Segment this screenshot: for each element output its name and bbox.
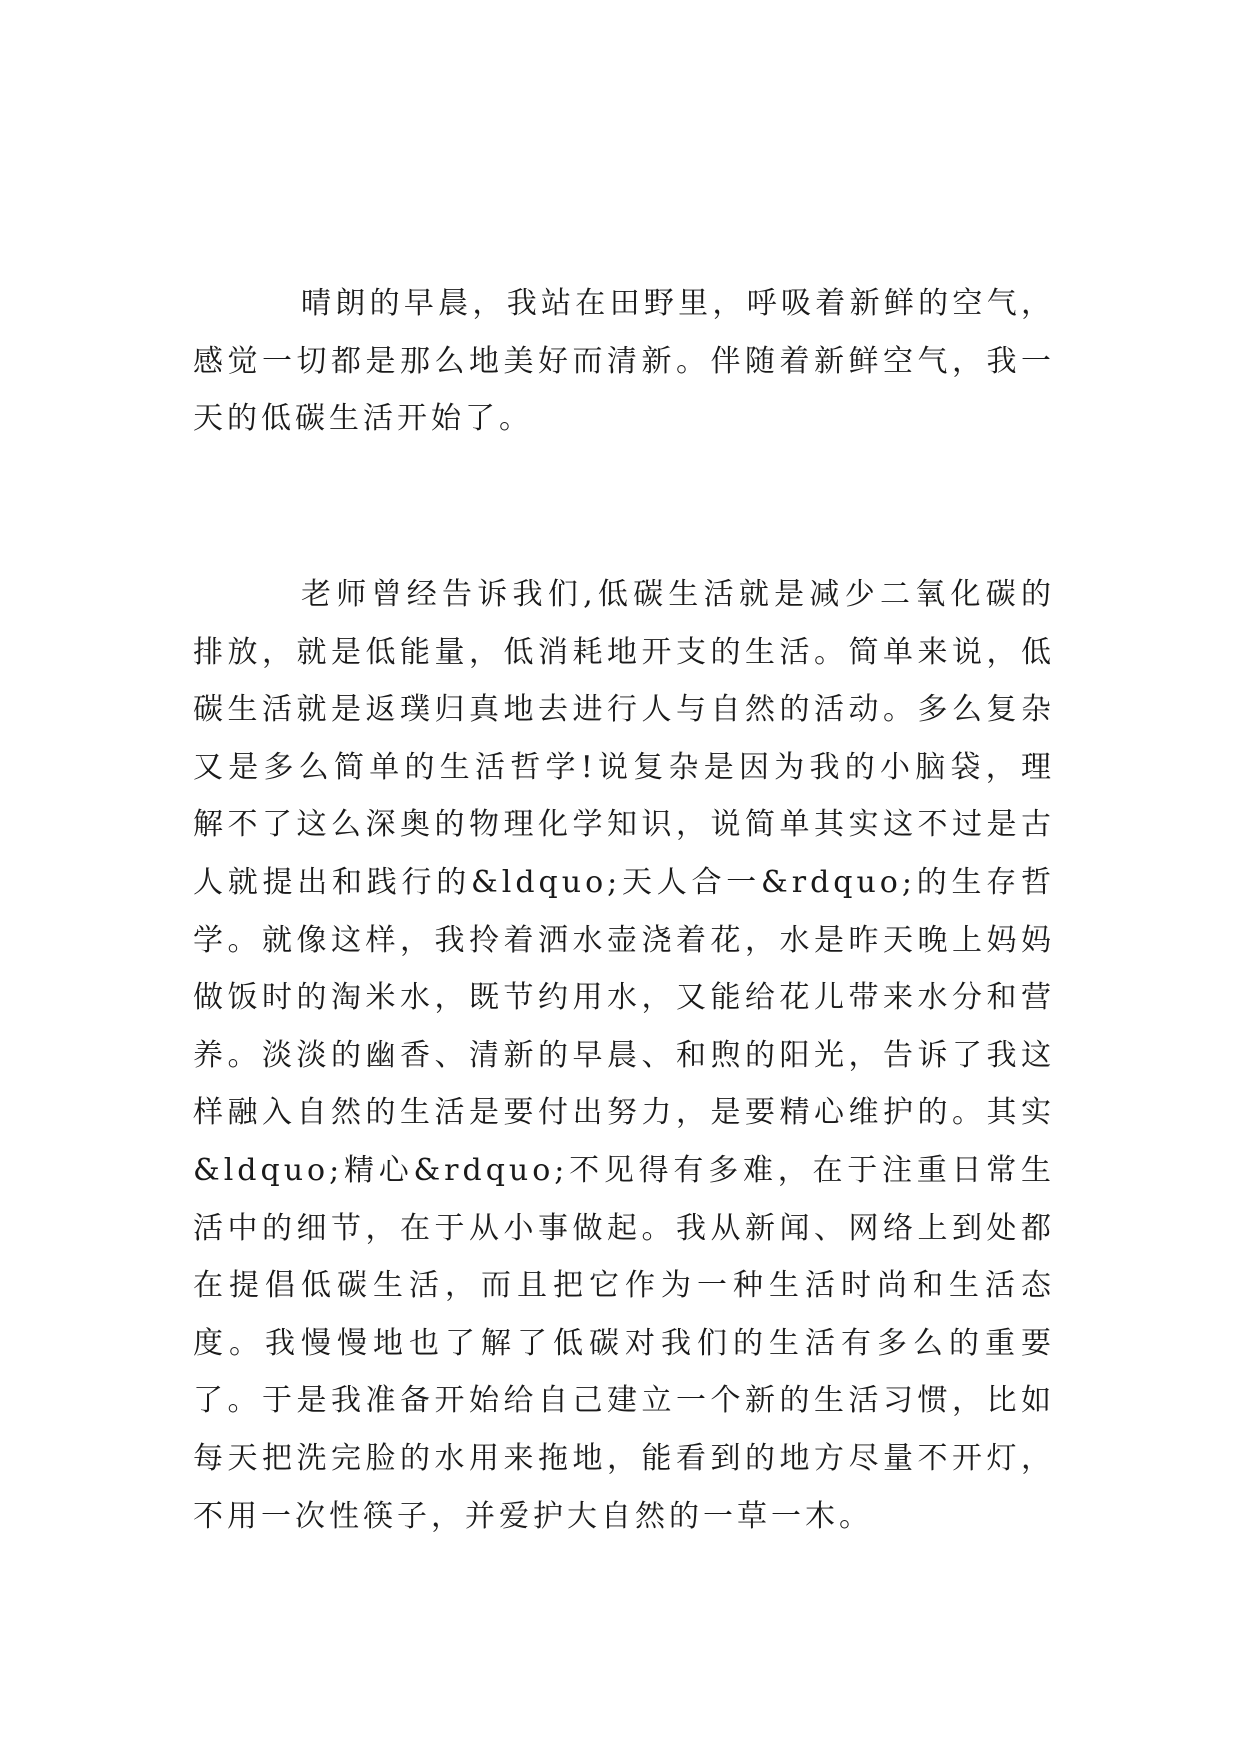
paragraph-low-carbon-life: 老师曾经告诉我们,低碳生活就是减少二氧化碳的排放，就是低能量，低消耗地开支的生活。简单来说，低碳生活就是返璞归真地去进行人与自然的活动。多么复杂又是多么简单的生活哲学!说复杂是因为我的小脑袋，理解不了这么深奥的物理化学知识，说简单其实这不过是古人就提出和践行的&ldquo;天人合一&rdquo;的生存哲学。就像这样，我拎着洒水壶浇着花，水是昨天晚上妈妈做饭时的淘米水，既节约用水，又能给花儿带来水分和营养。淡淡的幽香、清新的早晨、和煦的阳光，告诉了我这样融入自然的生活是要付出努力，是要精心维护的。其实&ldquo;精心&rdquo;不见得有多难，在于注重日常生活中的细节，在于从小事做起。我从新闻、网络上到处都在提倡低碳生活，而且把它作为一种生活时尚和生活态度。我慢慢地也了解了低碳对我们的生活有多么的重要了。于是我准备开始给自己建立一个新的生活习惯，比如每天把洗完脸的水用来拖地，能看到的地方尽量不开灯，不用一次性筷子，并爱护大自然的一草一木。 xyxy=(193,577,1055,1534)
paragraph-morning: 晴朗的早晨，我站在田野里，呼吸着新鲜的空气，感觉一切都是那么地美好而清新。伴随着新鲜空气，我一天的低碳生活开始了。 xyxy=(193,286,1055,437)
